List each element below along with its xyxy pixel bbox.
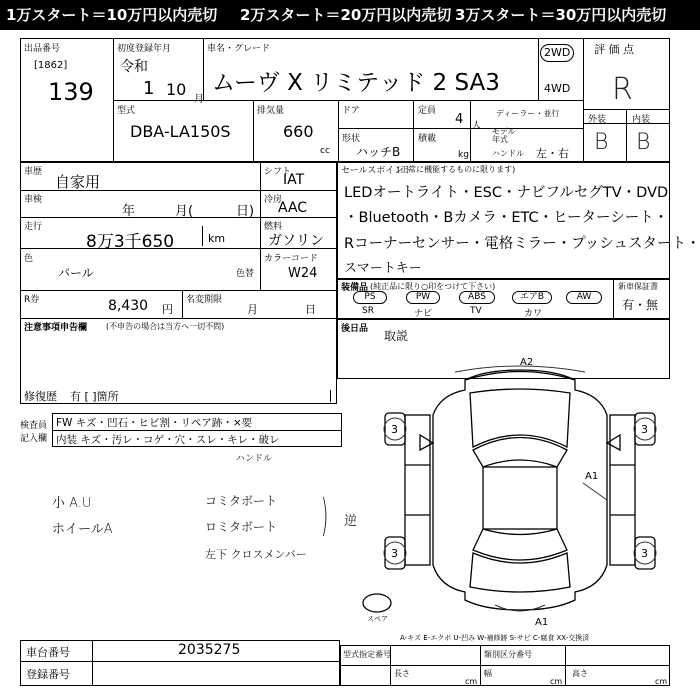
handwritten-note-left-2: ホイールA [52, 522, 113, 537]
color-label: 色 [24, 254, 34, 264]
shape-value: ハッチB [356, 145, 401, 159]
dealer-label: ディーラー・並行 [496, 109, 560, 118]
equip-ps: PS [353, 291, 387, 304]
int-label: 内装 [632, 115, 651, 125]
handwritten-handle: ハンドル [236, 454, 273, 464]
color-value: パール [58, 266, 94, 280]
equip-aw: AW [566, 291, 602, 304]
inspect-month: 月( [175, 204, 194, 219]
int-grade: B [636, 130, 651, 155]
type-label: 型式 [117, 106, 136, 116]
cc-label: 排気量 [257, 106, 285, 116]
registration-label: 登録番号 [26, 668, 70, 681]
door-label: ドア [342, 106, 360, 116]
use-value: 自家用 [55, 173, 101, 191]
lot-number: 139 [48, 78, 94, 106]
wheel-mark-rr: 3 [641, 547, 648, 560]
shift-value: IAT [283, 172, 305, 188]
transfer-day: 日 [305, 303, 316, 316]
inspector-label-1: 検査員 [20, 421, 48, 431]
sales-line-1: LEDオートライト・ESC・ナビフルセグTV・DVD [344, 185, 669, 201]
reg-date-label: 初度登録年月 [117, 44, 172, 54]
handwritten-note-mid-1: コミタボート [205, 494, 278, 508]
wheel-mark-rl: 3 [391, 547, 398, 560]
color-code-label: カラーコード [264, 254, 319, 264]
inspect-day: 日) [236, 204, 255, 219]
type-value: DBA-LA150S [130, 122, 231, 141]
equip-airbag: エアB [512, 291, 552, 304]
ac-value: AAC [278, 200, 308, 216]
score-label: 評 価 点 [594, 43, 634, 56]
rule-2: 2万スタート＝20万円以内売切 [240, 6, 452, 24]
mileage-unit: km [208, 232, 226, 245]
handle-label: ハンドル [492, 149, 524, 158]
cc-value: 660 [283, 122, 314, 141]
auction-rules-banner [0, 0, 700, 30]
damage-legend: A-キズ E-エクボ U-凹み W-補修跡 S-サビ C-腐食 XX-交換済 [400, 634, 590, 642]
equip-leather: カワ [524, 309, 543, 319]
ac-label: 冷房 [264, 195, 283, 205]
sales-line-4: スマートキー [344, 261, 422, 276]
wheel-mark-fr: 3 [641, 423, 648, 436]
handwritten-note-mid-2: ロミタボート [205, 520, 278, 534]
recycle-value: 8,430 [108, 298, 149, 314]
transfer-label: 名変期限 [186, 295, 223, 305]
use-label: 車歴 [24, 167, 43, 177]
equipment-hint: (純正品に限り○印をつけて下さい) [370, 282, 496, 291]
fuel-value: ガソリン [268, 233, 324, 249]
handwritten-note-mid-3: 左下 クロスメンバー [205, 548, 307, 561]
equipment-label: 装備品 [341, 283, 369, 293]
handwritten-note-left-1: 小 A.U [52, 496, 92, 511]
handwritten-note-side: 逆 [344, 514, 358, 529]
mileage-label: 走行 [24, 222, 43, 232]
recycle-label: R券 [24, 295, 40, 305]
sales-line-2: ・Bluetooth・Bカメラ・ETC・ヒーターシート・ [344, 210, 669, 226]
width-label: 幅 [484, 669, 492, 678]
sales-hint: (正常に機能するものに限ります) [397, 165, 516, 174]
shape-label: 形状 [342, 134, 361, 144]
length-unit: cm [465, 677, 478, 686]
sales-line-3: Rコーナーセンサー・電格ミラー・プッシュスタート・ [344, 236, 700, 252]
mileage-value: 8万3千650 [86, 232, 175, 252]
car-damage-diagram [345, 355, 675, 630]
length-label: 長さ [394, 669, 410, 678]
inspector-row-2: 内装 キズ・汚レ・コゲ・穴・スレ・キレ・破レ [56, 434, 280, 446]
capacity-unit: 人 [472, 121, 482, 131]
inspector-label-2: 記入欄 [20, 434, 48, 444]
era: 令和 [120, 59, 148, 75]
model-label: 車名・グレード [207, 44, 271, 54]
equip-tv: TV [470, 306, 482, 316]
drive-4wd: 4WD [544, 82, 571, 95]
details-block [20, 162, 337, 404]
repair-label: 修復歴 [24, 390, 57, 403]
mark-a1-bottom: A1 [535, 617, 549, 628]
aftermarket-value: 取説 [384, 329, 409, 343]
height-label: 高さ [572, 669, 588, 678]
shift-label: シフト [264, 167, 292, 177]
load-label: 積載 [418, 134, 437, 144]
reg-month-unit: 月 [194, 94, 204, 105]
ext-label: 外装 [588, 115, 607, 125]
equip-sr: SR [362, 306, 374, 316]
recycle-unit: 円 [162, 303, 173, 316]
handwritten-brace: ) [320, 490, 329, 541]
equip-navi: ナビ [414, 309, 433, 319]
spare-label: スペア [367, 615, 388, 623]
repair-value: 有 [ ]箇所 [70, 390, 119, 403]
fuel-label: 燃料 [264, 222, 283, 232]
lot-code: [1862] [34, 60, 68, 71]
score-value: R [612, 72, 633, 107]
equip-pw: PW [406, 291, 440, 304]
model-name: ムーヴ X リミテッド 2 SA3 [212, 70, 500, 96]
rule-3: 3万スタート＝30万円以内売切 [455, 6, 667, 24]
mark-a2: A2 [520, 357, 534, 368]
notes-label: 注意事項申告欄 [24, 323, 88, 333]
type-cert-label: 型式指定番号 [343, 650, 391, 659]
inspector-row-1: FW キズ・凹石・ヒビ割・リペア跡・×要 [56, 417, 253, 429]
rule-1: 1万スタート＝10万円以内売切 [6, 6, 218, 24]
reg-year: 1 [143, 78, 155, 99]
inspect-year: 年 [122, 204, 136, 219]
drive-2wd: 2WD [544, 46, 571, 59]
capacity-value: 4 [455, 112, 464, 127]
aftermarket-label: 後日品 [341, 324, 369, 334]
capacity-label: 定員 [418, 106, 437, 116]
new-car-warranty-value: 有・無 [622, 298, 659, 312]
color-code: W24 [288, 266, 318, 281]
color-change-label: 色替 [236, 269, 255, 279]
wheel-mark-fl: 3 [391, 423, 398, 436]
width-unit: cm [550, 677, 563, 686]
kg-unit: kg [458, 150, 469, 160]
chassis-label: 車台番号 [26, 646, 70, 659]
ext-grade: B [594, 130, 609, 155]
reg-month: 10 [166, 80, 187, 99]
handle-value: 左・右 [536, 147, 569, 160]
transfer-month: 月 [247, 303, 258, 316]
new-car-warranty-label: 新車保証書 [618, 282, 658, 291]
mark-a1: A1 [585, 471, 599, 482]
cc-unit: cc [320, 146, 330, 156]
chassis-number: 2035275 [178, 642, 241, 658]
sales-label: セールスポイント [341, 166, 413, 176]
height-unit: cm [655, 677, 668, 686]
inspect-label: 車検 [24, 195, 43, 205]
lot-label: 出品番号 [24, 44, 61, 54]
notes-hint: (不申告の場合は当方へ一切不問) [106, 322, 225, 331]
model-year-label: モデル年式 [492, 127, 516, 144]
equip-abs: ABS [459, 291, 495, 304]
class-label: 類別区分番号 [484, 650, 532, 659]
